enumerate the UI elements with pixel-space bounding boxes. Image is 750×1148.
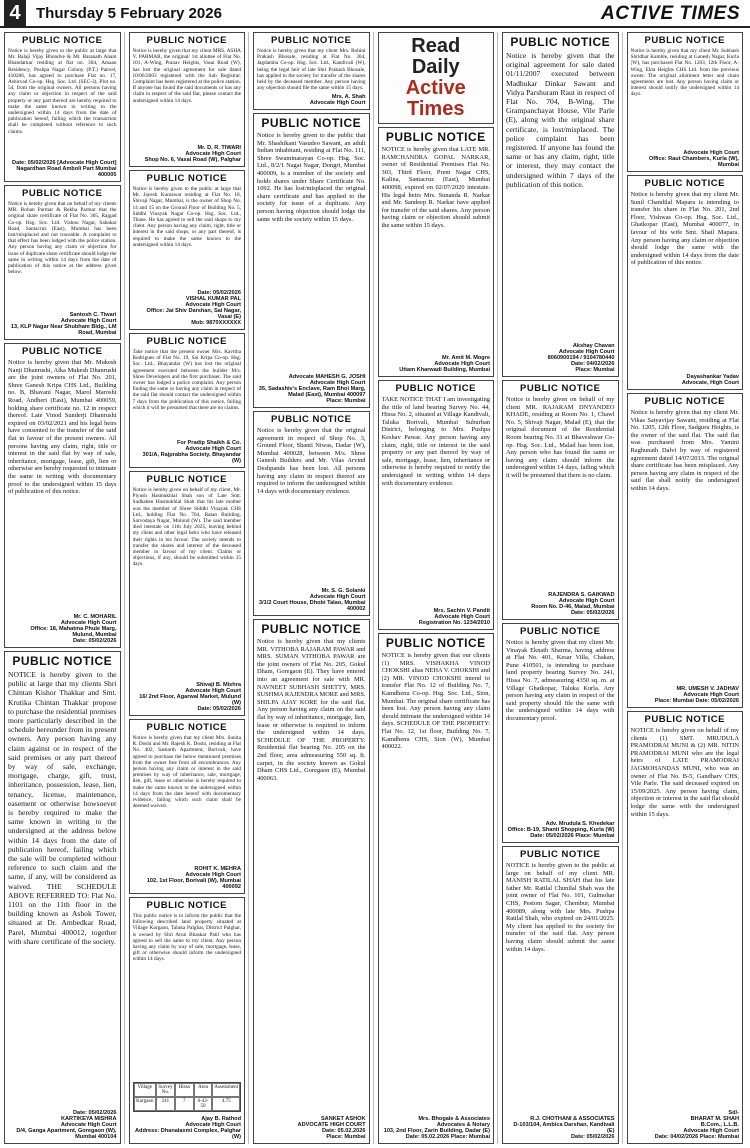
banner-line: Active xyxy=(405,77,466,99)
notice-signature: Santosh C. Tiwari Advocate High Court 13, KLP Nagar Near Shubham Bldg., LM Road, Mumbai xyxy=(10,312,117,336)
notice-title: PUBLIC NOTICE xyxy=(395,383,476,394)
table-cell: 7 xyxy=(175,1097,194,1111)
notice-body: This public notice is to inform the public that the following described land property situated at Village Kurgaon, Taluka Palghar, District Palghar, is owned by Shri Arun Bhaskar Patil who has agreed to sell the same to my client. Any person having any claim by way of sale, mortgage, lease, gift or otherwise should inform the undersigned within 14 days. xyxy=(132,913,241,963)
notice-signature: Advocate High Court Office: Raut Chambers, Kurla (W), Mumbai xyxy=(648,150,739,168)
banner-line: Daily xyxy=(411,56,460,78)
notice xyxy=(378,633,495,1144)
notice xyxy=(627,711,744,1144)
notice-title: PUBLIC NOTICE xyxy=(644,396,725,407)
schedule-table xyxy=(133,1082,242,1112)
notice-signature: Date: 05/02/2026 VISHAL KUMAR PAL Advocate High Court Office: Jai Shiv Darshan, Sai Nagar, Vasai (E) Mob: 9870XXXXXX xyxy=(146,290,241,326)
notice-signature: Mr. Amit M. Mogre Advocate High Court Uttam Kharwadi Building, Mumbai xyxy=(399,355,490,373)
notice-body: Take notice that the present owner Mrs. Kavitha Rodrigues of Flat No. 19, Sai Kripa Co-op. Hsg. Soc. Ltd., Bhayandar (W) has lost the original agreement executed between the builder M/s. Shree Developers and the first purchaser. The said owner has lodged a police complaint. Any person finding the same or having any claim in respect of the said flat should contact the undersigned within 7 days from the publication of this notice, failing which it will be presumed that there are no claims. xyxy=(132,349,241,411)
column-5 xyxy=(502,32,623,1144)
notice-body: Notice is hereby given that my client Mr. Vinayak Eknath Sharma, having address at Flat No. 401, Kesar Villa, Chakan, Pune 410501, is intending to purchase land property bearing Survey No. 241, Hissa No. 7, admeasuring 4350 sq. m. at Village Ghatkopar, Taluka Kurla. Any person having any claim in respect of the said property should file the same with the undersigned within 14 days with documentary proof. xyxy=(506,639,615,722)
notice-body: Notice is hereby given that Mr. Mukesh Nanji Dhanrushi, Alka Mukesh Dhanrushi are the joint owners of Flat No. 201, Shree Ganesh Kripa CHS Ltd., Building no. B, Bhavani Nagar, Marol Maroshi Road, Andheri (East), Mumbai 400059, holding share certificate no. 12 in respect thereof. Late Vinod Sunderji Dhanrushi expired on 03/02/2021 and his legal heirs have consented to the transfer of the said flat in favour of the present owners. All persons having any claim, right, title or interest in the said flat by way of sale, inheritance, mortgage, lease, gift, lien or otherwise are hereby requested to intimate the same in writing with documentary proof to the undersigned within 15 days of publication of this notice. xyxy=(8,359,117,496)
notice xyxy=(129,333,246,468)
notice-body: NOTICE is hereby given to the public at large that my clients Shri Chintan Kishor Thakkar and Smt. Krutika Chintan Thakkar propose to purchase the residential premises more particularly described in the schedule hereunder from its present owners. Any person having any claim against or in respect of the said premises or any part thereof by way of sale, exchange, mortgage, charge, gift, trust, inheritance, possession, lease, lien, tenancy, license, maintenance, easement or otherwise howsoever is hereby required to make the same known in writing to the undersigned at the address below within 14 days from the date of publication hereof, failing which the sale will be completed without reference to such claim and the same, if any, will be considered as waived. THE SCHEDULE ABOVE REFERRED TO: Flat No. 1101 on the 11th floor in the building known as Ashok Tower, situated at Dr. Ambedkar Road, Parel, Mumbai 400012, together with share certificate of the society. xyxy=(8,670,117,946)
notice-title: PUBLIC NOTICE xyxy=(271,35,352,46)
notice-title: PUBLIC NOTICE xyxy=(261,622,362,636)
notice-body: Notice is hereby given to the public at large that Mr. Jayesh Kumawat residing at Flat No. 18, Shivaji Nagar, Mumbai, is the owner of Shop No. 14 and 15 on the Ground Floor of Building No. 5, Siddhi Vinayak Nagar Co-op. Hsg. Soc. Ltd., Thane. He has agreed to sell the said shops to my client. Any person having any claim, right, title or interest in the said shops, or any part thereof, is required to make the same known to the undersigned within 14 days. xyxy=(132,186,241,248)
notice xyxy=(129,719,246,894)
notice-title: PUBLIC NOTICE xyxy=(644,35,725,46)
notice-title: PUBLIC NOTICE xyxy=(22,346,103,357)
notice-signature: Shivaji B. Mishra Advocate High Court 16/ 2nd Floor, Agarwal Market, Mulund (W) Date: 05/02/2026 xyxy=(139,682,241,712)
table-header: Village xyxy=(134,1083,157,1097)
notice-body: Notice is hereby given that the original agreement in respect of Shop No. 3, Ground Floor, Shanti Niwas, Dadar (W), Mumbai 400028, between M/s. Shree Ganesh Builders and Mr. Vilas Arvind Deshpande has been lost. All persons having any claim in respect thereof are required to inform the undersigned within 14 days with documentary evidence. xyxy=(257,427,366,495)
notice xyxy=(253,619,370,1144)
page-number: 4 xyxy=(4,0,26,26)
notice xyxy=(253,411,370,616)
notice-body: Notice is hereby given on behalf of my client MR. RAJARAM DNYANDEO KHADE, residing at Room No. 1, Chawl No. 5, Shivaji Nagar, Malad (E), that the original document of the Residential Room bearing No. 31 at Bhaveshwar Co-op. Hsg. Soc. Ltd., Malad has been lost. Any person who has found the same or having any claim should inform the undersigned within 14 days, failing which it will be presumed that there is no claim. xyxy=(506,396,615,479)
notice-body: Notice is hereby given on behalf of my client, Mr. Piyush Hasmukhlal Shah son of Late Smt. Sudhaben Hasmukhlal Shah that his late mother was the member of Shree Siddhi Vinayak CHS Ltd., holding Flat No. 704, Ratan Building, Sarvodaya Nagar, Mulund (W). The said member died intestate on 11th July 2025, leaving behind my client and other legal heirs who have released their rights in his favour. The society intends to transfer the shares and interest of the deceased member in favour of my client. Claims or objections, if any, should be submitted within 15 days. xyxy=(132,487,241,568)
notice-title: PUBLIC NOTICE xyxy=(146,336,227,347)
notice-signature: ROHIT K. MEHRA Advocate High Court 102, 1st Floor, Borivali (W), Mumbai 400092 xyxy=(146,866,241,890)
table-cell: 0-43-50 xyxy=(194,1097,213,1111)
notice-body: Notice is hereby given that my client Mr. Sunil Chandilal Mapara is intending to transfer his share in Flat No. 201, 2nd Floor, Vishwas Co-op. Hsg. Soc. Ltd., Ghatkopar (East), Mumbai 400077, in favour of his wife Smt. Shail Mapara. Any person having any claim or objection should lodge the same with the undersigned within 14 days from the date of publication of this notice. xyxy=(630,191,739,267)
notice xyxy=(4,651,121,1144)
notice xyxy=(129,32,246,167)
notice-signature: Mrs. Sachin V. Pandit Advocate High Court Registration No. 1234/2010 xyxy=(418,608,490,626)
columns xyxy=(4,32,746,1144)
notice-signature: Dayashankar Yadav Advocate, High Court xyxy=(681,374,739,386)
column-1 xyxy=(4,32,125,1144)
notice-body: NOTICE is hereby given to the public at large on behalf of my client MR. MANISH RATILAL SHAH that his late father Mr. Ratilal Chunilal Shah was the joint owner of Flat No. 101, Gulmohar CHS, Pestom Sagar, Chembur, Mumbai 400089, along with late Mrs. Pushpa Ratilal Shah, who expired on 24/01/2025. My client has applied to the society for transfer of the said flat. Any person having claim should submit the same within 14 days. xyxy=(506,862,615,953)
notice xyxy=(627,393,744,708)
notice-signature: Akshay Chavan Advocate High Court 8060900194 / 9104780440 Date: 04/02/2026 Place: Mumbai xyxy=(547,343,615,373)
notice-signature: Mrs. A. Shah Advocate High Court xyxy=(309,94,366,106)
notice-title: PUBLIC NOTICE xyxy=(12,654,113,668)
notice-title: PUBLIC NOTICE xyxy=(520,383,601,394)
notice-signature: MR. UMESH V. JADHAV Advocate High Court Place: Mumbai Date: 05/02/2026 xyxy=(654,686,739,704)
notice-title: PUBLIC NOTICE xyxy=(644,178,725,189)
notice-signature: Ajay B. Rathod Advocate High Court Address: Dhanalaxmi Complex, Palghar (W) xyxy=(134,1116,241,1140)
notice xyxy=(4,343,121,648)
notice-title: PUBLIC NOTICE xyxy=(520,626,601,637)
notice-title: PUBLIC NOTICE xyxy=(146,173,227,184)
notice-title: PUBLIC NOTICE xyxy=(261,116,362,130)
notice-title: PUBLIC NOTICE xyxy=(22,35,103,46)
notice xyxy=(378,127,495,377)
notice-body: TAKE NOTICE THAT I am investigating the title of land bearing Survey No. 44, Hissa No. 2, situated at Village Kandivali, Taluka Borivali, Mumbai Suburban District, belonging to Mrs. Pushpa Keshav Pawar. Any person having any claim, right, title or interest in the said property or any part thereof by way of sale, mortgage, lease, lien, inheritance or otherwise is hereby required to notify the undersigned in writing within 14 days with documentary evidence. xyxy=(381,396,490,487)
notice-title: PUBLIC NOTICE xyxy=(520,849,601,860)
notice xyxy=(378,380,495,630)
banner-line: Times xyxy=(407,98,465,120)
notice-signature: Advocate MAHESH G. JOSHI Advocate High Court 35, Sadashiv's Enclave, Ram Bhoi Marg, Malad (East), Mumbai 400097 Place: Mumbai xyxy=(258,374,366,404)
notice-signature: Mr. D. R. TIWARI Advocate High Court Shop No. 6, Vasai Road (W), Palghar xyxy=(144,145,241,163)
notice-body: NOTICE is hereby given that LATE MR. RAMCHANDRA GOPAL NARKAR, owner of Residential Premises Flat No. 303, Third Floor, Prem Nagar CHS, Kalina, Santacruz (East), Mumbai 400098, expired on 02/07/2020 intestate. His legal heirs Mrs. Sunanda R. Narkar and Mr. Sandeep R. Narkar have applied for transfer of the said shares. Any person having claim or objection should submit the same within 15 days. xyxy=(381,146,490,229)
banner-line: Read xyxy=(411,35,461,57)
notice-title: PUBLIC NOTICE xyxy=(146,900,227,911)
notice-title: PUBLIC NOTICE xyxy=(22,188,103,199)
notice xyxy=(502,380,619,620)
table-header: Assessment xyxy=(212,1083,240,1097)
notice-body: NOTICE is hereby given on behalf of my clients (1) SMT. MRUDULA PRAMODRAI MUNI & (2) MR. NITIN PRAMODRAI MUNI who are the legal heirs of LATE PRAMODRAI JAGMOHANDAS MUNI, who was an owner of Flat No. B-5, Gandharv CHS, Vile Parle. The said deceased expired on 15/09/2025. Any person having claim, objection or interest in the said flat should lodge the same with the undersigned within 15 days. xyxy=(630,727,739,818)
column-3 xyxy=(253,32,374,1144)
notice-title: PUBLIC NOTICE xyxy=(146,722,227,733)
column-4 xyxy=(378,32,499,1144)
notice xyxy=(4,32,121,182)
notice-body: Notice is hereby given that the original agreement for sale dated 01/11/2007 executed between Madhukar Dinkar Sawant and Vidya Parshuram Raut in respect of Flat No. 704, B-Wing, The Grampanchayat House, Vile Parle (E), along with the original share certificate, is lost/misplaced. The police complaint has been registered. If anyone has found the same or has any claim, right, title or interest, they may contact the undersigned within 7 days of the publication of this notice. xyxy=(506,51,615,189)
page-header xyxy=(0,0,750,28)
notice-body: Notice is hereby given that my clients MR. VITHOBA RAJARAM PAWAR and MRS. SUMAN VITHOBA PAWAR are the joint owners of Flat No. 205, Gokul Dham, Goregaon (E). They have entered into an agreement for sale with MR. NAVNEET SUBHASH SHETTY, MRS. SUSHMA RAJENDRA MORE and MRS. SHILPA AJAY KORE for the said flat. Any person having any claim on the said flat by way of inheritance, mortgage, lien, lease or otherwise is required to inform the undersigned within 14 days. SCHEDULE OF THE PROPERTY: Residential flat bearing No. 205 on the 2nd floor, area admeasuring 550 sq. ft. carpet, in the society known as Gokul Dham CHS Ltd., Goregaon (E), Mumbai 400063. xyxy=(257,638,366,782)
notice-body: Notice is hereby given to the public that Mr. Shashikant Vasudeo Sawant, an adult Indian inhabitant, residing at Flat No. 111, Shree Swaminarayan Co-op. Hsg. Soc. Ltd., 8/2/1 Nagai Nagar, Dongri, Mumbai 400009, is a member of the society and holds shares under Share Certificate No. 1092. He has lost/misplaced the original share certificate and has applied to the society for issue of a duplicate. Any person having objection should lodge the same with the society within 15 days. xyxy=(257,132,366,223)
table-header: Hissa xyxy=(175,1083,194,1097)
notice-signature: For Pradip Shaikh & Co. Advocate High Court 301/A, Rajprabha Society, Bhayandar (W) xyxy=(142,440,241,464)
notice-title: PUBLIC NOTICE xyxy=(510,35,611,49)
notice-signature: SANKET ASHOK ADVOCATE HIGH COURT Date: 05.02.2026 Place: Mumbai xyxy=(297,1116,366,1140)
notice-signature: Mrs. Bhogale & Associates Advocates & Notary 103, 2nd Floor, Zarin Building, Dadar (E) Date: 05.02.2026 Place: Mumbai xyxy=(383,1116,490,1140)
page-date: Thursday 5 February 2026 xyxy=(36,4,222,22)
notice-title: PUBLIC NOTICE xyxy=(385,130,486,144)
notice-body: Notice is hereby given that my client Mrs. Rohini Prakash Bhosale, residing at Flat No. 304, Jagdamba Co-op. Hsg. Soc. Ltd., Kandivali (W), being the legal heir of late Shri Prakash Bhosale, has applied to the society for transfer of the shares held by the deceased member. Any person having any objection should file the same within 15 days. xyxy=(257,48,366,92)
notice-signature: Mr. C. MOHARIL Advocate High Court Office: 18, Mahatma Phule Marg, Mulund, Mumbai Date: 05/02/2026 xyxy=(30,614,117,644)
notice xyxy=(502,846,619,1144)
notice-body: Notice is hereby given that on behalf of my clients MR. Rohan Parmar & Rekha Parmar that the original share certificate of Flat No. 305, Rajgad Co-op. Hsg. Soc. Ltd. Vishnu Nagar, Sahakar Road, Santacruz (East), Mumbai has been lost/misplaced and not traceable. A complaint to that effect has been lodged with the police station. Any person having any claim or objection for issue of duplicate share certificate should lodge the same in writing within 14 days from the date of publication of this notice at the address given below. xyxy=(8,201,117,276)
notice-signature: Mr. S. G. Solanki Advocate High Court 3/1/2 Court House, Dhobi Talao, Mumbai 400002 xyxy=(259,588,366,612)
notice xyxy=(129,471,246,716)
notice-body: NOTICE is hereby given that our clients (1) MRS. VISHAKHA VINOD CHOKSHI alias NEHA V. CHOKSHI and (2) MR. VINOD CHOKSHI intend to transfer Flat No. 12 of Building No. 7, Kamdhenu Co-op. Hsg. Soc. Ltd., Sion, Mumbai. The original share certificate has been lost. Any person having any claim should intimate the undersigned within 14 days. SCHEDULE OF THE PROPERTY: Flat No. 12, 1st floor, Building No. 7, Kamdhenu CHS, Sion (W), Mumbai 400022. xyxy=(381,652,490,751)
notice-title: PUBLIC NOTICE xyxy=(385,636,486,650)
notice-body: Notice is hereby given to the public at large that Mr. Balaji Vijay Bhondve & Mr. Baranath Anant Bhandarkar residing at flat no. 304, Amaan Residency, Pushpa Nagar Colony (P.T.) Panvel, 410206, has agreed to purchase Flat no. 17, Ashirvad Co-op. Hsg. Soc. Ltd. (SEC-3), Plot no. 54, from the original owners. All persons having any claim or objection in respect of the said property or any part thereof are hereby required to make the same known in writing to the undersigned within 14 days from the date of publication hereof, failing which the transaction shall be completed without reference to such claims. xyxy=(8,48,117,135)
table-cell: 241 xyxy=(156,1097,175,1111)
notice xyxy=(627,175,744,390)
notice-title: PUBLIC NOTICE xyxy=(146,35,227,46)
table-header: Area xyxy=(194,1083,213,1097)
column-2 xyxy=(129,32,250,1144)
notice xyxy=(253,113,370,408)
notice-signature: RAJENDRA S. GAIKWAD Advocate High Court Room No. D-46, Malad, Mumbai Date: 05/02/2026 xyxy=(531,592,615,616)
notice xyxy=(129,897,246,1144)
notice xyxy=(129,170,246,330)
notice xyxy=(4,185,121,340)
table-cell: Kurgaon xyxy=(134,1097,157,1111)
notice-body: Notice is hereby given that my client Mr. Vikas Satyavijay Sawant, residing at Flat No. 1205, 12th Floor, Sadguru Heights, is the owner of the said flat. The said flat was purchased from Mrs. Yamini Raghunath Dalvi by way of registered agreement dated 14/07/2013. The original share certificate has been misplaced. Any person having any claim in respect of the said flat shall notify the undersigned within 14 days. xyxy=(630,409,739,492)
table-header: Survey No. xyxy=(156,1083,175,1097)
table-cell: 4.75 xyxy=(212,1097,240,1111)
newspaper-brand: ACTIVE TIMES xyxy=(600,3,740,24)
column-6 xyxy=(627,32,747,1144)
notice-title: PUBLIC NOTICE xyxy=(271,414,352,425)
notice-title: PUBLIC NOTICE xyxy=(146,474,227,485)
notice-body: Notice is hereby given that my client Mrs. Sunita R. Doshi and Mr. Rajesh K. Doshi, residing at Flat No. 402, Samarth Apartment, Borivali, have agreed to purchase the below mentioned premises from the owner free from all encumbrances. Any person having any claim or interest in the said premises by way of inheritance, sale, mortgage, lien, gift, lease or otherwise is hereby required to make the same known to the undersigned within 14 days from the date hereof with documentary evidence, failing which such claim shall be deemed waived. xyxy=(132,735,241,810)
notice xyxy=(627,32,744,172)
notice-signature: Adv. Mrudula S. Khedekar Office: B-19, Shanti Shopping, Kurla (W) Date: 05/02/2026 Place: Mumbai xyxy=(507,821,615,839)
notice-body: Notice is hereby given that my client MRS. ASHA V. PARMAR, the original/ 1st allottee of Flat No. 101, A-Wing, Pranav Heights, Vasai Road (W), has lost the original agreement for sale dated 10/06/2003 registered with the Sub Registrar. Complaint has been registered at the police station. If anyone has found the said documents or has any claim in respect of the said flat, please contact the undersigned within 14 days. xyxy=(132,48,241,104)
notice-signature: Date: 05/02/2026 [Advocate High Court] Nagardhan Road Amboli Part Mumbai 400005 xyxy=(12,160,117,178)
notice-signature: R.J. CHOTHANI & ASSOCIATES D-103/104, Ambica Darshan, Kandivali (E) Date: 05/02/2026 xyxy=(513,1116,615,1140)
notice xyxy=(253,32,370,110)
notice-title: PUBLIC NOTICE xyxy=(644,714,725,725)
notice xyxy=(502,623,619,843)
notice-signature: Sd/- BHARAT M. SHAH B.Com., L.L.B. Advocate High Court Date: 04/02/2026 Place: Mumbai xyxy=(654,1110,739,1140)
notice xyxy=(502,32,619,377)
notice-signature: Date: 05/02/2026 KARTIKEYA MISHRA Advocate High Court D/4, Ganga Apartment, Goregaon (W), Mumbai 400104 xyxy=(16,1110,117,1140)
read-daily-active-times-banner xyxy=(378,32,495,124)
notice-body: Notice is hereby given that my client Mr. Subhash Shridhar Kamble, residing at Ganesh Nagar, Kurla (W), has purchased Flat No. 1203, 12th Floor, A-Wing, Ekta Heights CHS Ltd. from the previous owner. The original allotment letter and chain agreements are lost. Any person having claim or interest should notify the undersigned within 14 days. xyxy=(630,48,739,98)
